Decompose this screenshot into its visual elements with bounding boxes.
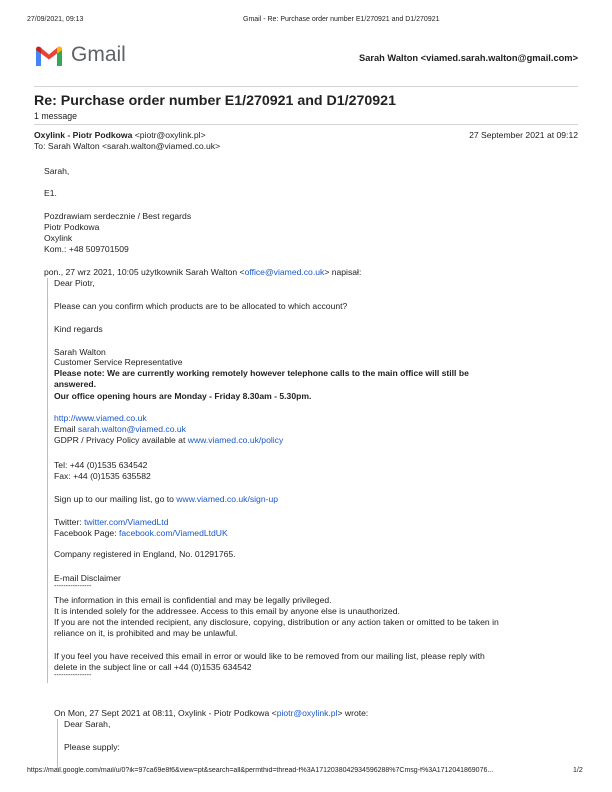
disclaimer-line: The information in this email is confidential and may be legally privileged. — [54, 595, 332, 605]
message-count: 1 message — [34, 111, 78, 121]
quote-line: Dear Sarah, — [64, 719, 111, 729]
quote-line: Customer Service Representative — [54, 357, 183, 367]
twitter-link[interactable]: twitter.com/ViamedLtd — [84, 517, 169, 527]
gdpr-line — [54, 435, 283, 446]
quote-attribution — [44, 267, 361, 278]
sender-email: <piotr@oxylink.pl> — [134, 130, 206, 140]
quote-bar — [47, 278, 48, 683]
subject-divider — [34, 124, 578, 125]
facebook-label: Facebook Page: — [54, 528, 119, 538]
fax-line: Fax: +44 (0)1535 635582 — [54, 471, 151, 481]
signup-link[interactable]: www.viamed.co.uk/sign-up — [176, 494, 279, 504]
signature-line: Pozdrawiam serdecznie / Best regards — [44, 211, 192, 221]
quote-line: Sarah Walton — [54, 347, 106, 357]
quote-line: Please can you confirm which products are to be allocated to which account? — [54, 301, 348, 311]
message-date: 27 September 2021 at 09:12 — [469, 130, 578, 140]
gdpr-link[interactable]: www.viamed.co.uk/policy — [187, 435, 284, 445]
email-label: Email — [54, 424, 78, 434]
quote-line: Kind regards — [54, 324, 103, 334]
attribution-email-link[interactable]: piotr@oxylink.pl — [276, 708, 338, 718]
disclaimer-line: If you feel you have received this email in error or would like to be removed from our mailing list, please reply with — [54, 651, 485, 661]
quote-line: Please supply: — [64, 742, 120, 752]
quote-attribution — [54, 708, 368, 719]
disclaimer-line: delete in the subject line or call +44 (0)1535 634542 — [54, 662, 252, 672]
print-title: Gmail - Re: Purchase order number E1/270921 and D1/270921 — [243, 16, 440, 23]
body-line: E1. — [44, 188, 57, 198]
disclaimer-title: E-mail Disclaimer — [54, 573, 121, 583]
sender — [34, 130, 206, 141]
signup-line — [54, 494, 278, 505]
disclaimer-divider: ---------------- — [54, 583, 92, 590]
signature-line: Oxylink — [44, 233, 73, 243]
opening-hours: Our office opening hours are Monday - Friday 8.30am - 5.30pm. — [54, 391, 312, 401]
gmail-wordmark: Gmail — [71, 43, 126, 66]
footer-url: https://mail.google.com/mail/u/0?ik=97ca69e8f6&view=pt&search=all&permthid=thread-f%3A1712038042934596288%7Cmsg-f%3A1712041869076... — [27, 767, 494, 774]
print-datetime: 27/09/2021, 09:13 — [27, 16, 84, 23]
disclaimer-line: It is intended solely for the addressee. Access to this email by anyone else is unauthorized. — [54, 606, 400, 616]
disclaimer-divider: ---------------- — [54, 672, 92, 679]
attribution-email-link[interactable]: office@viamed.co.uk — [244, 267, 325, 277]
email-link[interactable]: sarah.walton@viamed.co.uk — [77, 424, 186, 434]
email-line — [54, 424, 186, 435]
twitter-label: Twitter: — [54, 517, 85, 527]
twitter-line — [54, 517, 168, 528]
attribution-text: pon., 27 wrz 2021, 10:05 użytkownik Sarah Walton < — [44, 267, 245, 277]
attribution-text: > wrote: — [337, 708, 369, 718]
website-link[interactable]: http://www.viamed.co.uk — [54, 413, 147, 423]
recipient: To: Sarah Walton <sarah.walton@viamed.co.uk> — [34, 141, 221, 151]
facebook-link[interactable]: facebook.com/ViamedLtdUK — [118, 528, 228, 538]
disclaimer-line: reliance on it, is prohibited and may be unlawful. — [54, 628, 238, 638]
tel-line: Tel: +44 (0)1535 634542 — [54, 460, 148, 470]
quote-bar — [57, 719, 58, 769]
greeting: Sarah, — [44, 166, 70, 176]
email-subject: Re: Purchase order number E1/270921 and D1/270921 — [34, 93, 396, 109]
signature-line: Piotr Podkowa — [44, 222, 100, 232]
header-divider — [34, 86, 578, 87]
quote-line: Dear Piotr, — [54, 278, 95, 288]
attribution-text: > napisał: — [324, 267, 362, 277]
notice-line: Please note: We are currently working remotely however telephone calls to the main office will still be — [54, 368, 469, 378]
attribution-text: On Mon, 27 Sept 2021 at 08:11, Oxylink - Piotr Podkowa < — [54, 708, 277, 718]
disclaimer-line: If you are not the intended recipient, any disclosure, copying, distribution or any action taken or omitted to be taken in — [54, 617, 499, 627]
account-label: Sarah Walton <viamed.sarah.walton@gmail.com> — [359, 53, 578, 63]
facebook-line — [54, 528, 228, 539]
signature-line: Kom.: +48 509701509 — [44, 244, 129, 254]
gmail-logo-icon — [34, 44, 64, 68]
company-line: Company registered in England, No. 01291765. — [54, 549, 236, 559]
signup-label: Sign up to our mailing list, go to — [54, 494, 177, 504]
page-number: 1/2 — [573, 767, 583, 774]
gdpr-label: GDPR / Privacy Policy available at — [54, 435, 188, 445]
sender-name: Oxylink - Piotr Podkowa — [34, 130, 133, 140]
notice-line: answered. — [54, 379, 97, 389]
